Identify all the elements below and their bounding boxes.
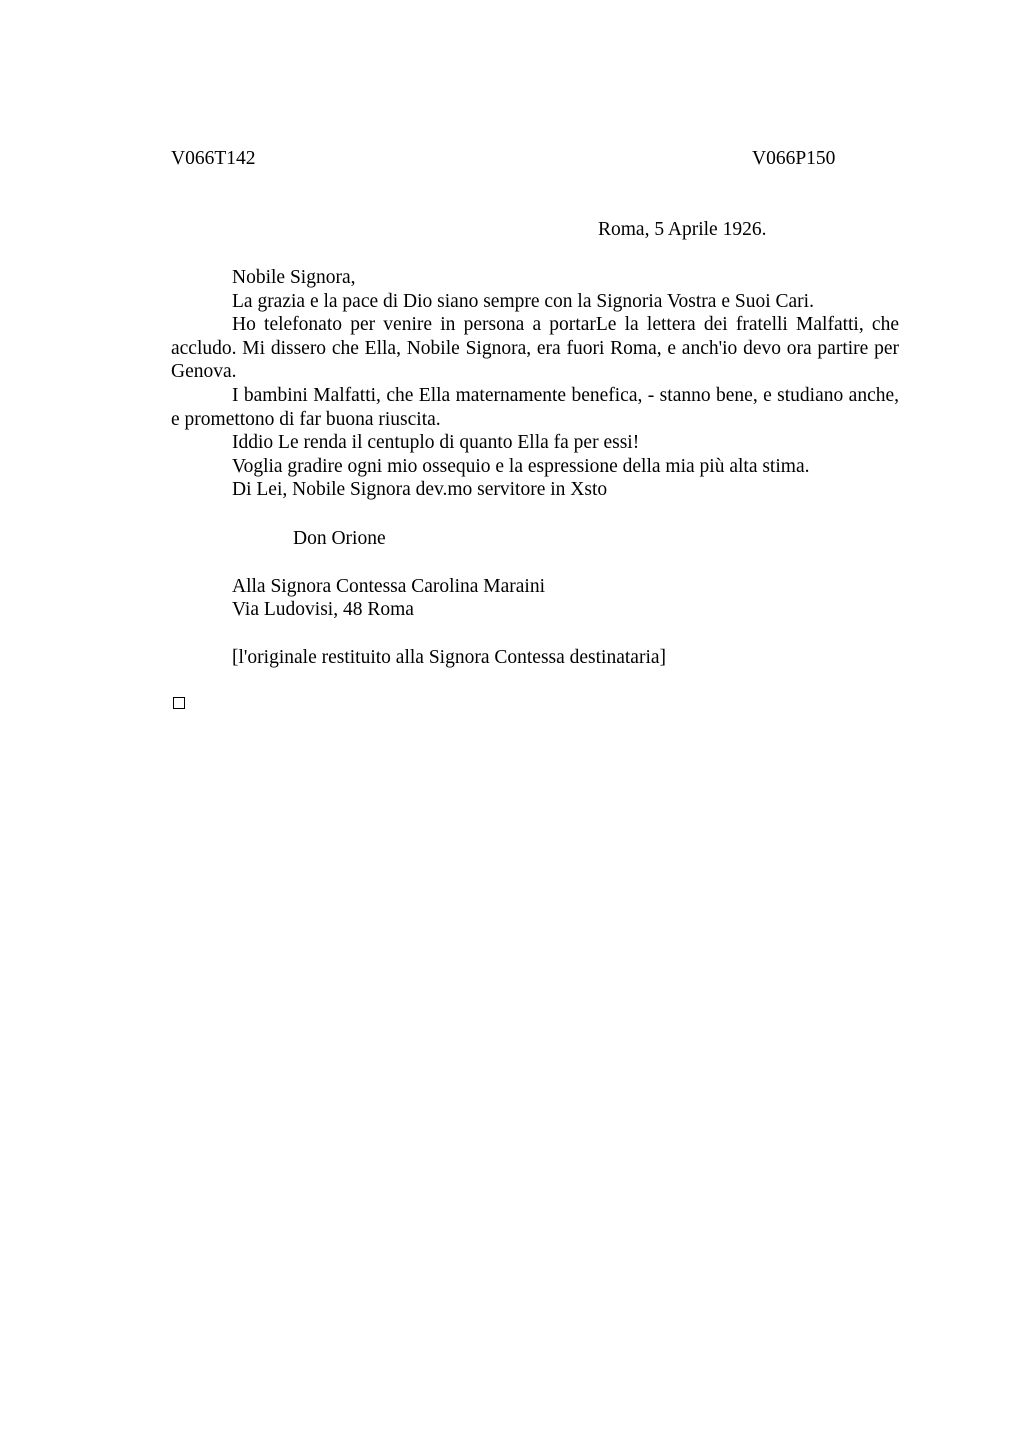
closing-line: Di Lei, Nobile Signora dev.mo servitore in Xsto xyxy=(232,479,608,501)
paragraph: Voglia gradire ogni mio ossequio e la espressione della mia più alta stima. xyxy=(232,455,810,477)
letter-body xyxy=(171,266,899,502)
paragraph: Iddio Le renda il centuplo di quanto Ella fa per essi! xyxy=(232,432,640,454)
date-line: Roma, 5 Aprile 1926. xyxy=(598,219,767,240)
archival-note: [l'originale restituito alla Signora Contessa destinataria] xyxy=(232,647,667,668)
signature: Don Orione xyxy=(293,528,386,549)
paragraph: La grazia e la pace di Dio siano sempre con la Signoria Vostra e Suoi Cari. xyxy=(232,290,814,312)
paragraph: Ho telefonato per venire in persona a portarLe la lettera dei fratelli Malfatti, che accludo. Mi dissero che Ella, Nobile Signora, era fuori Roma, e anch'io devo ora partire per Genova. xyxy=(171,314,899,383)
address-line: Alla Signora Contessa Carolina Maraini xyxy=(232,576,546,597)
end-mark-square-icon xyxy=(173,697,185,709)
reference-code-left: V066T142 xyxy=(171,148,256,169)
address-line: Via Ludovisi, 48 Roma xyxy=(232,599,414,620)
salutation: Nobile Signora, xyxy=(232,267,356,288)
reference-code-right: V066P150 xyxy=(752,148,836,169)
paragraph: I bambini Malfatti, che Ella maternamente benefica, - stanno bene, e studiano anche, e promettono di far buona riuscita. xyxy=(171,384,899,430)
